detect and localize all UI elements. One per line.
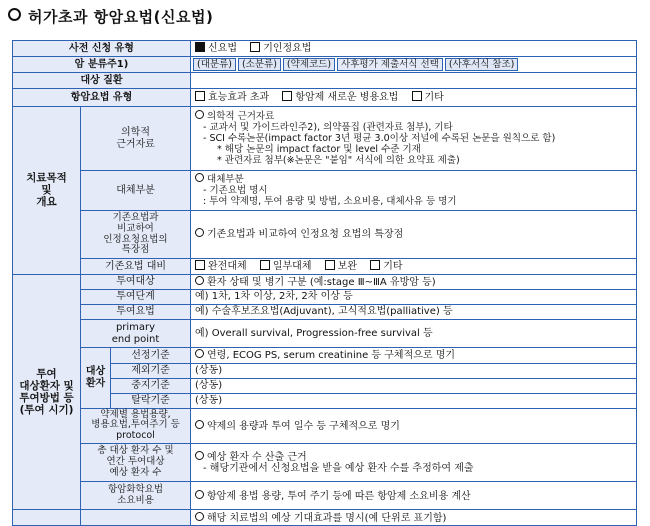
checkbox-icon[interactable]	[412, 91, 422, 101]
row-selection	[13, 348, 637, 364]
dropout-text: (상동)	[191, 393, 637, 408]
drug-code-field[interactable]: (약제코드)	[283, 58, 335, 71]
checkbox-icon[interactable]	[260, 260, 270, 270]
row-last	[13, 510, 637, 526]
row-target	[13, 274, 637, 290]
form-table-container	[12, 40, 637, 524]
row-endpoint	[13, 320, 637, 348]
cost-text: 항암제 용법 용량, 투여 주기 등에 따른 항암제 소요비용 계산	[191, 482, 637, 510]
stop-text: (상동)	[191, 378, 637, 393]
row-dose	[13, 408, 637, 444]
request-type-options: 신요법 기인정요법	[191, 41, 637, 57]
evidence-label: 의학적 근거자료	[81, 107, 191, 171]
dose-label: 약제별 용법용량, 병용요법,투여주기 등 protocol	[81, 408, 191, 444]
count-label: 총 대상 환자 수 및 연간 투여대상 예상 환자 수	[81, 444, 191, 482]
stop-label: 중지기준	[111, 378, 191, 393]
disease-field[interactable]	[191, 73, 637, 89]
row-evidence	[13, 107, 637, 171]
cancer-class-label: 암 분류주1)	[13, 57, 191, 73]
patient-group-label: 투여 대상환자 및 투여방법 등 (투여 시기)	[13, 274, 81, 510]
alternative-label: 대체부분	[81, 171, 191, 211]
exclusion-text: (상동)	[191, 363, 637, 378]
row-count	[13, 444, 637, 482]
circle-bullet-icon	[195, 420, 204, 429]
circle-bullet-icon	[195, 110, 204, 119]
checkbox-icon[interactable]	[195, 260, 205, 270]
regimen-type-label: 항암요법 유형	[13, 89, 191, 107]
count-text: 예상 환자 수 산출 근거 - 해당기관에서 신청요법을 받을 예상 환자 수를 추정하여 제출	[191, 444, 637, 482]
row-method	[13, 305, 637, 320]
last-text: 해당 치료법의 예상 기대효과를 명시(예 단위로 표기함)	[191, 510, 637, 526]
method-label: 투여요법	[81, 305, 191, 320]
last-label	[81, 510, 191, 526]
checkbox-checked-icon[interactable]	[195, 42, 205, 52]
selection-text: 연령, ECOG PS, serum creatinine 등 구체적으로 명기	[191, 348, 637, 364]
evidence-text: 의학적 근거자료 - 교과서 및 가이드라인주2), 의약품집 (관련자료 첨부), 기타 - SCI 수록논문(impact factor 3년 평균 3.0이상 저널에 수록된 논문을 원칙으로 함) * 해당 논문의 impact factor 및 level 수준 기재 * 관련자료 첨부(※논문은 "붙임" 서식에 의한 요약표 제출)	[191, 107, 637, 171]
checkbox-icon[interactable]	[250, 42, 260, 52]
circle-bullet-icon	[195, 173, 204, 182]
circle-bullet-icon	[195, 276, 204, 285]
row-compare	[13, 211, 637, 259]
compare-text: 기존요법과 비교하여 인정요청 요법의 특장점	[191, 211, 637, 259]
circle-bullet-icon	[195, 349, 204, 358]
row-disease	[13, 73, 637, 89]
row-alternative	[13, 171, 637, 211]
checkbox-icon[interactable]	[370, 260, 380, 270]
page-title: 허가초과 항암요법(신요법)	[8, 6, 213, 27]
vs-existing-label: 기존요법 대비	[81, 259, 191, 275]
dropout-label: 탈락기준	[111, 393, 191, 408]
row-line	[13, 290, 637, 305]
row-vs-existing	[13, 259, 637, 275]
last-group-label	[13, 510, 81, 526]
regimen-type-options: 효능효과 초과 항암제 새로운 병용요법 기타	[191, 89, 637, 107]
major-class-field[interactable]: (대분류)	[193, 58, 236, 71]
alternative-text: 대체부분 - 기존요법 명시 : 투여 약제명, 투여 용량 및 방법, 소요비용, 대체사유 등 명기	[191, 171, 637, 211]
cancer-class-fields	[191, 57, 637, 73]
circle-bullet-icon	[195, 451, 204, 460]
method-text: 예) 수술후보조요법(Adjuvant), 고식적요법(palliative) 등	[191, 305, 637, 320]
post-eval-form-field[interactable]: (사후서식 참조)	[445, 58, 519, 71]
treatment-purpose-group-label: 치료목적 및 개요	[13, 107, 81, 275]
compare-label: 기존요법과 비교하여 인정요청요법의 특장점	[81, 211, 191, 259]
line-label: 투여단계	[81, 290, 191, 305]
row-regimen-type	[13, 89, 637, 107]
checkbox-icon[interactable]	[195, 91, 205, 101]
circle-bullet-icon	[195, 228, 204, 237]
target-label: 투여대상	[81, 274, 191, 290]
minor-class-field[interactable]: (소분류)	[238, 58, 281, 71]
vs-existing-options: 완전대체 일부대체 보완 기타	[191, 259, 637, 275]
row-cost	[13, 482, 637, 510]
line-text: 예) 1차, 1차 이상, 2차, 2차 이상 등	[191, 290, 637, 305]
post-eval-form-label: 사후평가 제출서식 선택	[337, 58, 443, 71]
endpoint-text: 예) Overall survival, Progression-free survival 등	[191, 320, 637, 348]
endpoint-label: primary end point	[81, 320, 191, 348]
regimen-form-table	[12, 40, 637, 526]
circle-bullet-icon	[195, 490, 204, 499]
target-text: 환자 상태 및 병기 구분 (예:stage Ⅲ~ⅢA 유방암 등)	[191, 274, 637, 290]
exclusion-label: 제외기준	[111, 363, 191, 378]
row-request-type	[13, 41, 637, 57]
checkbox-icon[interactable]	[325, 260, 335, 270]
dose-text: 약제의 용량과 투여 일수 등 구체적으로 명기	[191, 408, 637, 444]
circle-bullet-icon	[8, 8, 21, 21]
subject-group-label: 대상 환자	[81, 348, 111, 409]
disease-label: 대상 질환	[13, 73, 191, 89]
selection-label: 선정기준	[111, 348, 191, 364]
cost-label: 항암화학요법 소요비용	[81, 482, 191, 510]
circle-bullet-icon	[195, 512, 204, 521]
request-type-label: 사전 신청 유형	[13, 41, 191, 57]
row-cancer-class	[13, 57, 637, 73]
checkbox-icon[interactable]	[282, 91, 292, 101]
